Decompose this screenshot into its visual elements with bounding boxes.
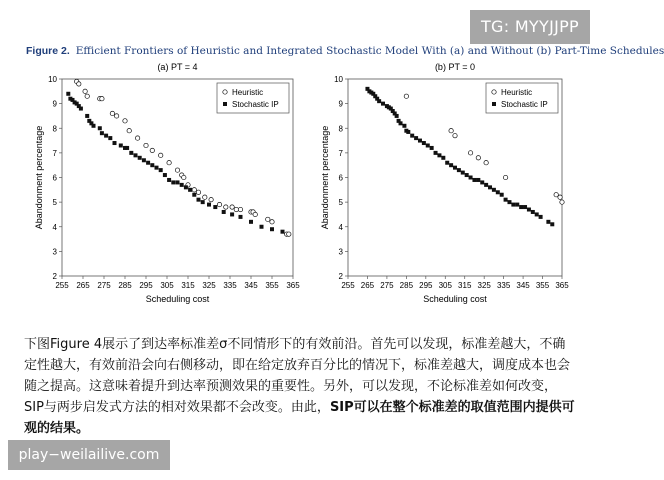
heuristic-point	[270, 220, 274, 224]
stochastic-ip-point	[402, 124, 406, 128]
stochastic-ip-point	[496, 190, 500, 194]
stochastic-ip-point	[507, 200, 511, 204]
stochastic-ip-point	[213, 205, 217, 209]
stochastic-ip-point	[249, 220, 253, 224]
y-tick-label: 10	[48, 75, 57, 84]
stochastic-ip-point	[480, 180, 484, 184]
heuristic-point	[135, 136, 139, 140]
x-tick-label: 365	[555, 281, 569, 290]
stochastic-ip-point	[113, 141, 117, 145]
stochastic-ip-point	[197, 198, 201, 202]
stochastic-ip-point	[434, 151, 438, 155]
stochastic-ip-point	[539, 215, 543, 219]
x-tick-label: 345	[244, 281, 258, 290]
stochastic-ip-point	[104, 134, 108, 138]
heuristic-point	[110, 111, 114, 115]
y-tick-label: 7	[338, 148, 343, 158]
heuristic-point	[453, 133, 457, 137]
x-tick-label: 295	[419, 281, 433, 290]
heuristic-point	[144, 143, 148, 147]
stochastic-ip-point	[535, 212, 539, 216]
stochastic-ip-point	[476, 178, 480, 182]
heuristic-point	[85, 94, 89, 98]
y-tick-label: 8	[52, 124, 57, 134]
stochastic-ip-point	[465, 173, 469, 177]
x-tick-label: 275	[380, 281, 394, 290]
stochastic-ip-point	[201, 200, 205, 204]
stochastic-ip-point	[207, 203, 211, 207]
y-tick-label: 3	[52, 247, 57, 257]
stochastic-ip-point	[270, 227, 274, 231]
x-tick-label: 335	[223, 281, 237, 290]
x-tick-label: 315	[458, 281, 472, 290]
x-tick-label: 365	[286, 281, 300, 290]
stochastic-ip-point	[531, 210, 535, 214]
legend-stochastic-marker	[223, 102, 227, 106]
heuristic-point	[468, 151, 472, 155]
heuristic-point	[182, 175, 186, 179]
x-tick-label: 285	[399, 281, 414, 290]
stochastic-ip-point	[108, 136, 112, 140]
heuristic-point	[253, 212, 257, 216]
stochastic-ip-point	[500, 193, 504, 197]
x-tick-label: 295	[139, 281, 153, 290]
stochastic-ip-point	[167, 178, 171, 182]
heuristic-point	[287, 232, 291, 236]
y-tick-label: 10	[334, 75, 343, 84]
stochastic-ip-point	[119, 143, 123, 147]
stochastic-ip-point	[469, 176, 473, 180]
stochastic-ip-point	[381, 102, 385, 106]
x-tick-label: 355	[265, 281, 279, 290]
legend-label: Stochastic IP	[232, 100, 279, 109]
stochastic-ip-point	[399, 121, 403, 125]
stochastic-ip-point	[159, 168, 163, 172]
stochastic-ip-point	[92, 124, 96, 128]
y-tick-label: 8	[338, 124, 343, 134]
heuristic-point	[175, 168, 179, 172]
stochastic-ip-point	[441, 156, 445, 160]
stochastic-ip-point	[66, 92, 70, 96]
stochastic-ip-point	[281, 230, 285, 234]
stochastic-ip-point	[222, 210, 226, 214]
stochastic-ip-point	[377, 99, 381, 103]
stochastic-ip-point	[134, 153, 138, 157]
heuristic-point	[114, 114, 118, 118]
stochastic-ip-point	[445, 161, 449, 165]
heuristic-point	[77, 82, 81, 86]
stochastic-ip-point	[188, 188, 192, 192]
stochastic-ip-point	[406, 130, 410, 134]
stochastic-ip-point	[150, 163, 154, 167]
y-tick-label: 9	[52, 99, 57, 109]
heuristic-point	[484, 161, 488, 165]
chart-b	[320, 62, 569, 304]
figure-caption-text: Efficient Frontiers of Heuristic and Integrated Stochastic Model With (a) and Without (b) Part-Time Schedules	[75, 45, 664, 57]
stochastic-ip-point	[239, 215, 243, 219]
heuristic-point	[127, 129, 131, 133]
paragraph-text: 下图Figure 4展示了到达率标准差σ不同情形下的有效前沿。首先可以发现，标准差越大，不确定性越大，有效前沿会向右侧移动，即在给定放弃百分比的情况下，标准差越大，调度成本也会随之提高。这意味着提升到达率预测效果的重要性。另外，可以发现，不论标准差如何改变，SIP与两步启发式方法的相对效果都不会改变。由此，	[24, 337, 571, 415]
stochastic-ip-point	[546, 220, 550, 224]
heuristic-point	[230, 205, 234, 209]
stochastic-ip-point	[184, 185, 188, 189]
figure-caption-label: Figure 2.	[26, 45, 70, 57]
stochastic-ip-point	[437, 153, 441, 157]
heuristic-point	[192, 188, 196, 192]
x-tick-label: 305	[438, 281, 452, 290]
heuristic-point	[234, 207, 238, 211]
stochastic-ip-point	[488, 185, 492, 189]
stochastic-ip-point	[100, 131, 104, 135]
legend-heuristic-marker	[223, 90, 227, 94]
stochastic-ip-point	[472, 178, 476, 182]
heuristic-point	[167, 161, 171, 165]
stochastic-ip-point	[418, 139, 422, 143]
chart-title: (a) PT = 4	[157, 62, 198, 72]
x-tick-label: 335	[496, 281, 511, 290]
stochastic-ip-point	[410, 134, 414, 138]
stochastic-ip-point	[142, 158, 146, 162]
stochastic-ip-point	[171, 180, 175, 184]
stochastic-ip-point	[504, 198, 508, 202]
heuristic-point	[123, 119, 127, 123]
stochastic-ip-point	[192, 193, 196, 197]
heuristic-point	[266, 217, 270, 221]
heuristic-point	[560, 200, 564, 204]
chart-a	[34, 62, 300, 304]
heuristic-point	[476, 156, 480, 160]
x-axis-label: Scheduling cost	[423, 294, 487, 304]
stochastic-ip-point	[79, 107, 83, 111]
legend-label: Stochastic IP	[501, 100, 548, 109]
x-tick-label: 345	[516, 281, 530, 290]
y-tick-label: 6	[52, 173, 57, 183]
stochastic-ip-point	[176, 180, 180, 184]
x-tick-label: 265	[76, 281, 90, 290]
legend-label: Heuristic	[501, 88, 533, 97]
heuristic-point	[196, 190, 200, 194]
stochastic-ip-point	[511, 203, 515, 207]
x-tick-label: 265	[360, 281, 375, 290]
y-tick-label: 4	[338, 222, 343, 232]
stochastic-ip-point	[125, 146, 129, 150]
y-axis-label: Abandonment percentage	[34, 125, 44, 230]
stochastic-ip-point	[449, 163, 453, 167]
heuristic-point	[150, 148, 154, 152]
stochastic-ip-point	[457, 168, 461, 172]
stochastic-ip-point	[430, 146, 434, 150]
legend-stochastic-marker	[492, 102, 496, 106]
stochastic-ip-point	[515, 203, 519, 207]
stochastic-ip-point	[461, 171, 465, 175]
heuristic-point	[449, 129, 453, 133]
stochastic-ip-point	[523, 205, 527, 209]
stochastic-ip-point	[230, 212, 234, 216]
stochastic-ip-point	[98, 126, 102, 130]
stochastic-ip-point	[260, 225, 264, 229]
y-tick-label: 7	[52, 148, 57, 158]
stochastic-ip-point	[138, 156, 142, 160]
y-tick-label: 5	[338, 198, 343, 208]
heuristic-point	[404, 94, 408, 98]
paragraph-bold-text: SIP可以在整个标准差的取值范围内提供可观的结果。	[24, 400, 575, 436]
heuristic-point	[217, 202, 221, 206]
body-paragraph	[24, 334, 576, 439]
x-tick-label: 275	[97, 281, 111, 290]
heuristic-point	[83, 89, 87, 93]
x-tick-label: 315	[181, 281, 195, 290]
stochastic-ip-point	[129, 151, 133, 155]
x-tick-label: 325	[477, 281, 491, 290]
x-axis-label: Scheduling cost	[145, 294, 210, 304]
y-tick-label: 2	[52, 272, 57, 281]
x-tick-label: 305	[160, 281, 174, 290]
heuristic-point	[503, 175, 507, 179]
stochastic-ip-point	[155, 166, 159, 170]
stochastic-ip-point	[395, 114, 399, 118]
stochastic-ip-point	[550, 222, 554, 226]
heuristic-point	[100, 97, 104, 101]
y-tick-label: 2	[338, 272, 343, 281]
y-tick-label: 5	[52, 198, 57, 208]
x-tick-label: 255	[55, 281, 69, 290]
legend-label: Heuristic	[232, 88, 264, 97]
y-tick-label: 9	[338, 99, 343, 109]
watermark-bottom: play−weilailive.com	[8, 440, 170, 470]
heuristic-point	[209, 197, 213, 201]
stochastic-ip-point	[484, 183, 488, 187]
y-axis-label: Abandonment percentage	[320, 125, 330, 230]
stochastic-ip-point	[422, 141, 426, 145]
stochastic-ip-point	[453, 166, 457, 170]
x-tick-label: 255	[341, 281, 355, 290]
heuristic-point	[224, 205, 228, 209]
stochastic-ip-point	[85, 114, 89, 118]
x-tick-label: 355	[535, 281, 550, 290]
stochastic-ip-point	[492, 188, 496, 192]
stochastic-ip-point	[163, 173, 167, 177]
charts-figure	[0, 55, 600, 323]
x-tick-label: 325	[202, 281, 216, 290]
heuristic-point	[203, 195, 207, 199]
stochastic-ip-point	[519, 205, 523, 209]
stochastic-ip-point	[426, 143, 430, 147]
stochastic-ip-point	[414, 136, 418, 140]
y-tick-label: 6	[338, 173, 343, 183]
heuristic-point	[558, 195, 562, 199]
x-tick-label: 285	[118, 281, 132, 290]
watermark-top: TG: MYYJJPP	[470, 10, 590, 44]
y-tick-label: 3	[338, 247, 343, 257]
chart-title: (b) PT = 0	[434, 62, 476, 72]
heuristic-point	[159, 153, 163, 157]
stochastic-ip-point	[527, 208, 531, 212]
legend-heuristic-marker	[492, 90, 496, 94]
y-tick-label: 4	[52, 222, 57, 232]
heuristic-point	[238, 207, 242, 211]
stochastic-ip-point	[146, 161, 150, 165]
stochastic-ip-point	[180, 183, 184, 187]
